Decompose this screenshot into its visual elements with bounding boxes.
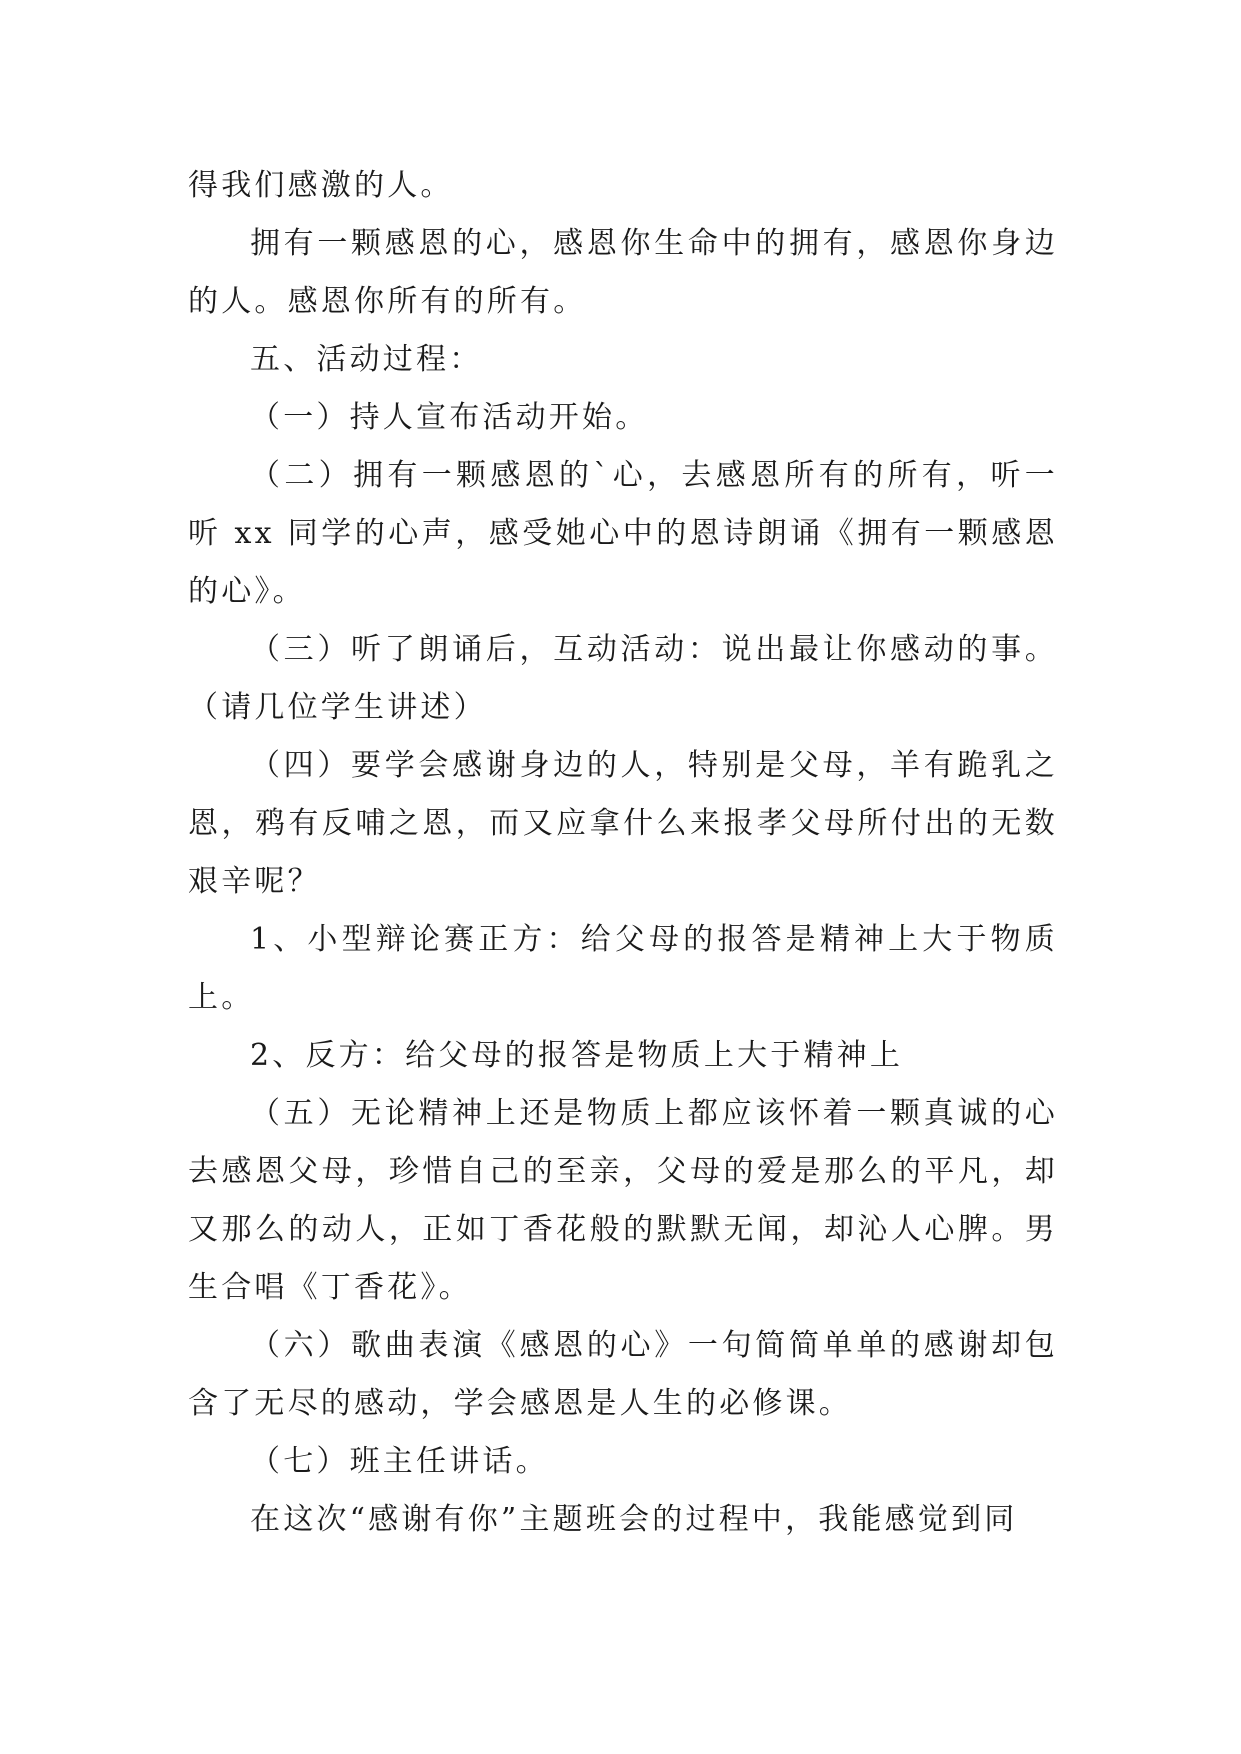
list-item-step-5: （五）无论精神上还是物质上都应该怀着一颗真诚的心去感恩父母，珍惜自己的至亲，父母的爱是那么的平凡，却又那么的动人，正如丁香花般的默默无闻，却沁人心脾。男生合唱《丁香花》。 bbox=[188, 1096, 1058, 1305]
paragraph-gratitude-heart: 拥有一颗感恩的心，感恩你生命中的拥有，感恩你身边的人。感恩你所有的所有。 bbox=[188, 226, 1058, 319]
sub-item-debate-pro: 1、小型辩论赛正方：给父母的报答是精神上大于物质上。 bbox=[188, 922, 1058, 1015]
list-item-step-7: （七）班主任讲话。 bbox=[250, 1444, 549, 1479]
list-item-step-2: （二）拥有一颗感恩的`心，去感恩所有的所有，听一听 xx 同学的心声，感受她心中的恩诗朗诵《拥有一颗感恩的心》。 bbox=[188, 458, 1058, 609]
paragraph-teacher-speech: 在这次“感谢有你”主题班会的过程中，我能感觉到同 bbox=[250, 1502, 1018, 1537]
section-heading-activity-process: 五、活动过程： bbox=[250, 342, 483, 377]
sub-item-debate-con: 2、反方：给父母的报答是物质上大于精神上 bbox=[250, 1038, 904, 1073]
document-body bbox=[188, 157, 1058, 1549]
list-item-step-4: （四）要学会感谢身边的人，特别是父母，羊有跪乳之恩，鸦有反哺之恩，而又应拿什么来报孝父母所付出的无数艰辛呢？ bbox=[188, 748, 1058, 899]
list-item-step-1: （一）持人宣布活动开始。 bbox=[250, 400, 649, 435]
list-item-step-3: （三）听了朗诵后，互动活动：说出最让你感动的事。（请几位学生讲述） bbox=[188, 632, 1058, 725]
list-item-step-6: （六）歌曲表演《感恩的心》一句简简单单的感谢却包含了无尽的感动，学会感恩是人生的必修课。 bbox=[188, 1328, 1058, 1421]
paragraph-continuation: 得我们感激的人。 bbox=[188, 168, 454, 203]
